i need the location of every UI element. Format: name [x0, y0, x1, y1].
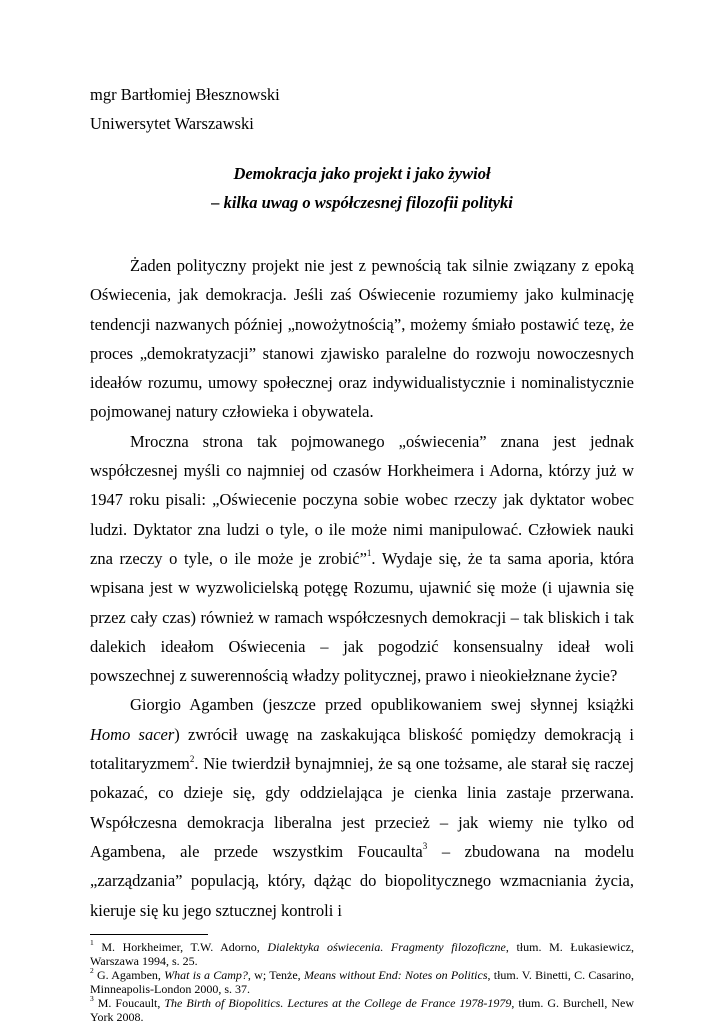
author-affiliation: Uniwersytet Warszawski: [90, 114, 254, 133]
paragraph-3-part-c: . Nie twierdził bynajmniej, że są one tożsame, ale starał się raczej pokazać, co dzieje się, gdy oddzielająca je cienka linia zastaje przerwana. Współczesna demokracja liberalna jest przecież – jak wiemy nie tylko od Agambena, ale przede wszystkim Foucaulta: [90, 754, 634, 861]
footnote-2-title-1: What is a Camp?: [164, 967, 248, 982]
footnote-1-number: 1: [90, 937, 94, 947]
footnote-ref-2: 2: [189, 753, 195, 764]
footnote-1-title: Dialektyka oświecenia. Fragmenty filozoficzne: [267, 939, 506, 954]
title-line-1: Demokracja jako projekt i jako żywioł: [233, 164, 491, 183]
footnote-2-number: 2: [90, 965, 94, 975]
footnote-3: [90, 993, 634, 1024]
footnote-divider: [90, 934, 208, 935]
author-block: [90, 80, 634, 138]
paper-title: [90, 159, 634, 217]
paragraph-3-part-a: Giorgio Agamben (jeszcze przed opublikowaniem swej słynnej książki: [130, 695, 634, 715]
paragraph-2-part-a: Mroczna strona tak pojmowanego „oświecenia” znana jest jednak współczesnej myśli co najmniej od czasów Horkheimera i Adorna, którzy już w 1947 roku pisali: „Oświecenie poczyna sobie wobec rzeczy jak dyktator wobec ludzi. Dyktator zna ludzi o tyle, o ile może nimi manipulować. Człowiek nauki zna rzeczy o tyle, o ile może je zrobić”: [90, 431, 634, 568]
paragraph-3-part-b: ) zwrócił uwagę na zaskakująca bliskość pomiędzy demokracją i totalitaryzmem: [90, 724, 634, 774]
footnote-3-number: 3: [90, 993, 94, 1003]
paragraph-3-part-d: – zbudowana na modelu „zarządzania” populacją, który, dążąc do biopolitycznego wzmacniania życia, kieruje się ku jego sztucznej kontroli i: [90, 841, 634, 920]
title-line-2: – kilka uwag o współczesnej filozofii polityki: [211, 193, 513, 212]
footnote-3-title: The Birth of Biopolitics. Lectures at the College de France 1978-1979: [164, 995, 512, 1010]
footnote-1: [90, 937, 634, 968]
body-text: [90, 251, 634, 925]
footnote-3-text-a: M. Foucault,: [93, 995, 165, 1010]
footnote-2-text-c: , tłum. V. Binetti, C. Casarino, Minneapolis-London 2000, s. 37.: [90, 967, 634, 996]
book-title-homo-sacer: Homo sacer: [90, 724, 175, 744]
footnote-2-text-b: , w; Tenże,: [247, 967, 304, 982]
footnotes: [90, 937, 634, 1024]
paragraph-2: [90, 427, 634, 691]
footnote-1-text-b: , tłum. M. Łukasiewicz, Warszawa 1994, s. 25.: [90, 939, 634, 968]
footnote-1-text-a: M. Horkheimer, T.W. Adorno,: [93, 939, 268, 954]
footnote-2: [90, 965, 634, 996]
author-name: mgr Bartłomiej Błesznowski: [90, 85, 280, 104]
footnote-3-text-b: , tłum. G. Burchell, New York 2008.: [90, 995, 634, 1024]
paragraph-3: [90, 690, 634, 924]
footnote-2-title-2: Means without End: Notes on Politics: [303, 967, 488, 982]
footnote-ref-1: 1: [366, 548, 372, 559]
paragraph-2-part-b: . Wydaje się, że ta sama aporia, która wpisana jest w wyzwolicielską potęgę Rozumu, ujawnić się może (i ujawnia się przez cały czas) również w ramach współczesnych demokracji – tak bliskich i tak dalekich ideałom Oświecenia – jak pogodzić konsensualny ideał woli powszechnej z suwerennością władzy politycznej, prawo i nieokiełznane życie?: [90, 548, 635, 686]
paragraph-1: Żaden polityczny projekt nie jest z pewnością tak silnie związany z epoką Oświecenia, jak demokracja. Jeśli zaś Oświecenie rozumiemy jako kulminację tendencji nazwanych później „nowożytnością”, możemy śmiało postawić tezę, że proces „demokratyzacji” stanowi zjawisko paralelne do rozwoju nowoczesnych ideałów rozumu, umowy społecznej oraz indywidualistycznie i nominalistycznie pojmowanej natury człowieka i obywatela.: [90, 256, 634, 422]
footnote-2-text-a: G. Agamben,: [93, 967, 165, 982]
footnote-ref-3: 3: [422, 841, 428, 852]
